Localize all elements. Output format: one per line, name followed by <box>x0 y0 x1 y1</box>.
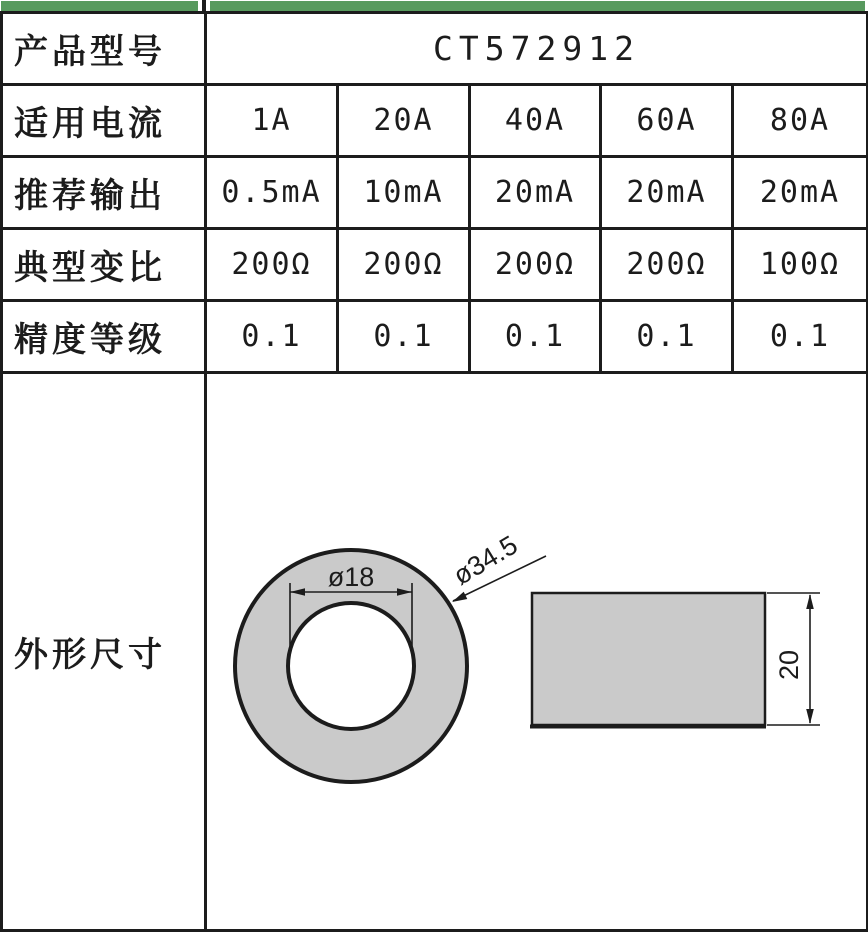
header-accent-bar-left <box>1 1 198 11</box>
row-accuracy-class <box>2 301 868 373</box>
accuracy-class-label: 精度等级 <box>2 301 206 373</box>
accuracy-class-value: 0.1 <box>470 301 601 373</box>
row-recommended-output <box>2 157 868 229</box>
accuracy-class-value: 0.1 <box>601 301 733 373</box>
row-rated-current <box>2 85 868 157</box>
recommended-output-value: 10mA <box>338 157 470 229</box>
recommended-output-value: 0.5mA <box>206 157 338 229</box>
typical-ratio-value: 200Ω <box>338 229 470 301</box>
side-view-rect <box>532 593 765 725</box>
rated-current-value: 1A <box>206 85 338 157</box>
rated-current-value: 40A <box>470 85 601 157</box>
recommended-output-label: 推荐输出 <box>2 157 206 229</box>
header-accent-bar-right <box>210 1 865 11</box>
typical-ratio-value: 200Ω <box>470 229 601 301</box>
spec-table <box>0 11 868 932</box>
inner-diameter-text: ø18 <box>327 562 375 592</box>
accuracy-class-value: 0.1 <box>338 301 470 373</box>
rated-current-value: 60A <box>601 85 733 157</box>
rated-current-value: 80A <box>733 85 868 157</box>
row-product-model <box>2 13 868 85</box>
toroid-inner-circle <box>288 603 414 729</box>
outer-diameter-text: ø34.5 <box>448 529 523 591</box>
typical-ratio-value: 100Ω <box>733 229 868 301</box>
recommended-output-value: 20mA <box>601 157 733 229</box>
recommended-output-value: 20mA <box>470 157 601 229</box>
recommended-output-value: 20mA <box>733 157 868 229</box>
rated-current-value: 20A <box>338 85 470 157</box>
dim-arrow-up-icon <box>806 594 814 609</box>
typical-ratio-value: 200Ω <box>601 229 733 301</box>
accuracy-class-value: 0.1 <box>206 301 338 373</box>
typical-ratio-label: 典型变比 <box>2 229 206 301</box>
dim-arrow-down-icon <box>806 709 814 724</box>
rated-current-label: 适用电流 <box>2 85 206 157</box>
outline-dimensions-drawing <box>207 374 863 924</box>
product-model-value: CT572912 <box>206 13 868 85</box>
accuracy-class-value: 0.1 <box>733 301 868 373</box>
outline-dimensions-label: 外形尺寸 <box>2 373 206 931</box>
product-model-label: 产品型号 <box>2 13 206 85</box>
height-dimension-text: 20 <box>774 649 804 681</box>
row-outline-dimensions <box>2 373 868 931</box>
row-typical-ratio <box>2 229 868 301</box>
typical-ratio-value: 200Ω <box>206 229 338 301</box>
outline-dimensions-drawing-cell <box>206 373 868 931</box>
leader-arrow-icon <box>452 592 467 602</box>
